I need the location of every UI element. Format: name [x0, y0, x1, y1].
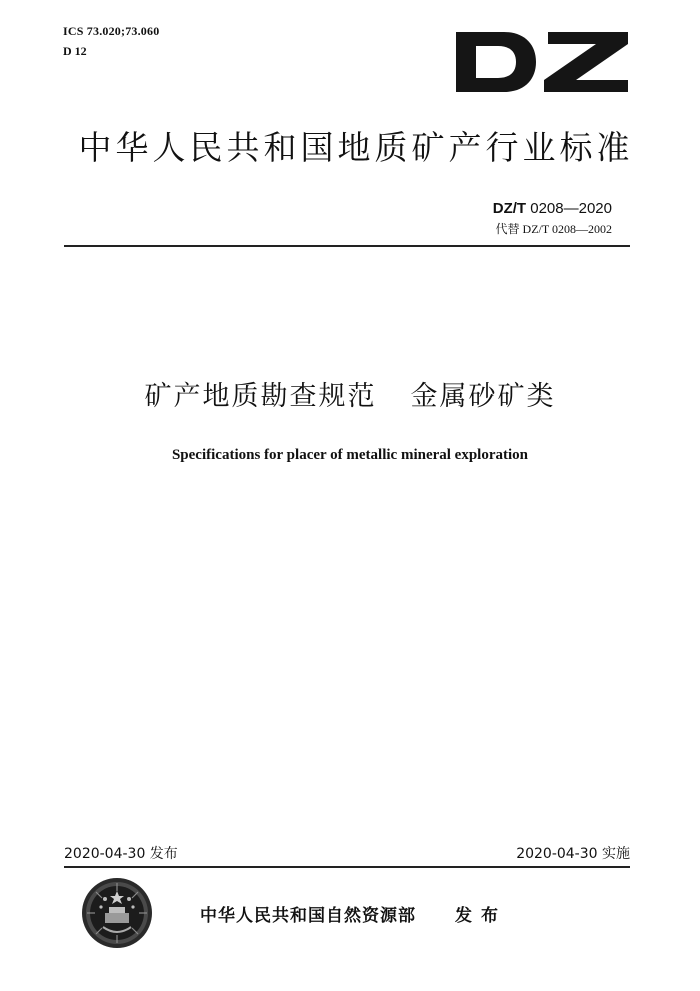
publish-label: 发布	[455, 906, 507, 926]
dz-logo	[452, 30, 632, 94]
title-cn-part1: 矿产地质勘查规范	[144, 381, 377, 412]
national-emblem-icon	[81, 877, 153, 949]
standard-type-title: 中华人民共和国地质矿产行业标准	[78, 128, 634, 167]
top-divider	[64, 245, 630, 247]
document-title-en: Specifications for placer of metallic mineral exploration	[171, 447, 529, 463]
document-title-cn	[0, 380, 700, 414]
standard-number-value: 0208—2020	[530, 200, 612, 217]
standard-prefix: DZ/T	[492, 200, 527, 217]
classification-code: D 12	[63, 44, 87, 58]
bottom-divider	[64, 866, 630, 868]
issue-date: 2020-04-30 发布	[64, 846, 178, 862]
implementation-date: 2020-04-30 实施	[516, 846, 630, 862]
replaces-standard: 代替 DZ/T 0208—2002	[495, 222, 612, 236]
title-cn-part2: 金属砂矿类	[410, 381, 556, 412]
standard-number	[493, 200, 612, 218]
ics-code: ICS 73.020;73.060	[63, 24, 160, 38]
publisher-name: 中华人民共和国自然资源部	[200, 906, 416, 926]
